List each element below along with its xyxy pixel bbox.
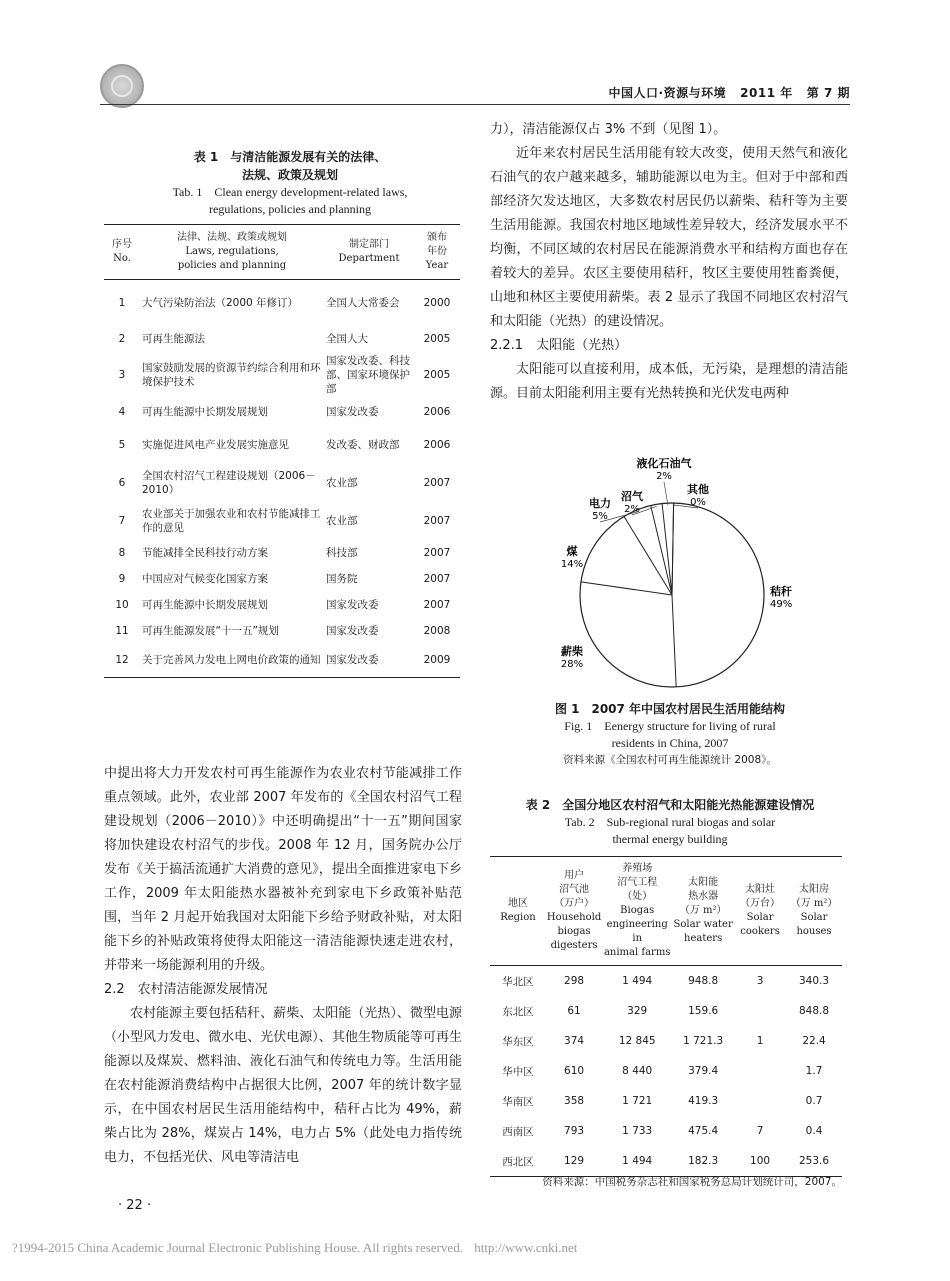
table1-header-name	[140, 225, 324, 280]
section-2-2-1-heading: 2.2.1 太阳能（光热）	[490, 338, 628, 353]
table1-cell-dept: 发改委、财政部	[326, 438, 400, 451]
table1-cell-dept: 国家发改委	[326, 654, 379, 667]
table1-header-year	[414, 225, 460, 280]
table1-cell-dept: 国家发改委	[326, 405, 379, 418]
table1-cell-name: 可再生能源中长期发展规划	[142, 598, 268, 611]
table1-cell-name: 可再生能源发展“十一五”规划	[142, 624, 279, 637]
table2-cell-farm-biogas: 1 494	[622, 1155, 653, 1167]
table1-cell-no: 10	[115, 598, 129, 611]
fig1-pie-chart	[520, 455, 830, 700]
copyright-line	[12, 1240, 585, 1256]
table2-header-line: engineering in	[606, 919, 668, 944]
table2-header-line: 地区	[507, 898, 528, 909]
table1-row	[104, 618, 460, 644]
table2-header-line: 沼气池	[559, 884, 590, 895]
table1-caption-en-2: regulations, policies and planning	[209, 202, 371, 216]
pie-value-label: 14%	[560, 559, 584, 570]
table2-caption-en-2: thermal energy building	[612, 832, 728, 846]
table1-cell-name: 可再生能源法	[142, 332, 205, 345]
table2-cell-household-biogas: 793	[564, 1125, 585, 1137]
table1-cell-year: 2006	[423, 405, 451, 418]
fig1-title-cn: 图 1 2007 年中国农村居民生活用能结构	[554, 702, 786, 716]
table2-cell-farm-biogas: 1 733	[622, 1125, 653, 1137]
table2-cell-household-biogas: 129	[564, 1155, 585, 1167]
journal-year: 2011 年	[740, 86, 793, 100]
table1-header-name-en-2: policies and planning	[177, 260, 287, 271]
table1-header-dept-cn: 制定部门	[349, 239, 389, 250]
table1-row	[104, 592, 460, 618]
pie-leader-line	[664, 482, 668, 505]
section-2-2-heading: 2.2 农村清洁能源发展情况	[104, 982, 268, 997]
table1-row	[104, 352, 460, 398]
table2-cell-solar-cookers	[734, 1056, 786, 1086]
table1	[104, 224, 460, 678]
table1-cell-year: 2007	[423, 546, 451, 559]
table2-header-farm-biogas	[602, 857, 672, 966]
table1-cell-year: 2009	[423, 654, 451, 667]
table1-cell-name: 可再生能源中长期发展规划	[142, 405, 268, 418]
table1-cell-year: 2000	[423, 296, 451, 309]
table1-cell-dept: 农业部	[326, 514, 358, 527]
right-paragraph-0: 力），清洁能源仅占 3% 不到（见图 1）。	[490, 122, 727, 137]
left-paragraph-2: 农村能源主要包括秸秆、薪柴、太阳能（光热）、微型电源（小型风力发电、微水电、光伏电源）、其他生物质能等可再生能源以及煤炭、燃料油、液化石油气和传统电力等。生活用能在农村能源消费结构中占据很大比例，2007 年的统计数字显示，在中国农村居民生活用能结构中，秸秆占比为 49%，薪柴占比为 28%，煤炭占 14%，电力占 5%（此处电力指传统电力，不包括光伏、风电等清洁电	[104, 1006, 462, 1165]
pie-value-label: 2%	[656, 471, 672, 482]
table2-header-line: （万 m²）	[679, 905, 727, 916]
table2-caption-cn: 表 2 全国分地区农村沼气和太阳能光热能源建设情况	[525, 798, 815, 812]
table1-cell-year: 2007	[423, 476, 451, 489]
table2-cell-solar-water-heaters: 475.4	[688, 1125, 719, 1137]
table2-cell-solar-cookers	[734, 1086, 786, 1116]
table2-cell-household-biogas: 61	[567, 1005, 581, 1017]
pie-label-2	[561, 544, 583, 570]
table2-cell-solar-water-heaters: 379.4	[688, 1065, 719, 1077]
table2-cell-region: 华南区	[502, 1095, 534, 1108]
table1-row	[104, 326, 460, 352]
table2-cell-region: 华东区	[502, 1035, 534, 1048]
table1-header-year-en: Year	[425, 260, 449, 271]
table1-cell-year: 2006	[423, 438, 451, 451]
table1-cell-no: 6	[118, 476, 126, 489]
table1-cell-no: 2	[118, 332, 126, 345]
table2-header-line: 太阳房	[799, 884, 830, 895]
table1-row	[104, 426, 460, 464]
table2-cell-solar-houses: 340.3	[798, 975, 830, 987]
table2-cell-household-biogas: 298	[564, 975, 585, 987]
table1-cell-no: 3	[118, 368, 126, 381]
table1-header-dept-en: Department	[338, 253, 400, 264]
table1-cell-year: 2007	[423, 598, 451, 611]
table1-cell-dept: 国务院	[326, 572, 358, 585]
table2-header-line: digesters	[550, 940, 598, 951]
table2-cell-solar-houses: 1.7	[805, 1065, 823, 1077]
left-paragraph-1: 中提出将大力开发农村可再生能源作为农业农村节能减排工作重点领域。此外，农业部 2007 年发布的《全国农村沼气工程建设规划（2006－2010）》中还明确提出“十一五”期间国家将加快建设农村沼气的步伐。2008 年 12 月，国务院办公厅发布《关于搞活流通扩大消费的意见》，提出全面推进家电下乡工作，2009 年太阳能热水器被补充到家电下乡政策补贴范围，当年 2 月起开始我国对太阳能下乡给予财政补贴，对太阳能下乡的补贴政策将使得太阳能这一清洁能源快速走进农村，并带来一场能源利用的升级。	[104, 766, 462, 973]
pie-slice-2	[581, 582, 672, 595]
pie-slice-4	[651, 506, 672, 595]
pie-value-label: 5%	[592, 511, 608, 522]
table1-cell-year: 2008	[423, 624, 451, 637]
pie-value-label: 28%	[560, 659, 584, 670]
table1-cell-name: 实施促进风电产业发展实施意见	[142, 438, 289, 451]
table1-cell-no: 12	[115, 654, 129, 667]
pie-category-label: 液化石油气	[636, 457, 692, 470]
table1-cell-name: 全国农村沼气工程建设规划（2006－2010）	[142, 469, 316, 496]
table2-header-line: Solar	[746, 912, 774, 923]
table1-cell-dept: 国家发改委	[326, 598, 379, 611]
table2-header-line: 热水器	[688, 891, 719, 902]
table1-cell-dept: 农业部	[326, 476, 358, 489]
table1-row	[104, 644, 460, 678]
journal-issue: 第 7 期	[806, 86, 850, 100]
table1-cell-year: 2007	[423, 514, 451, 527]
table2-header-line: 养殖场	[622, 863, 653, 874]
running-head	[609, 84, 850, 101]
table1-header-year-cn-1: 颁布	[427, 232, 447, 243]
table2-cell-solar-water-heaters: 182.3	[688, 1155, 719, 1167]
table2-header-line: Solar water	[673, 919, 733, 930]
table2-cell-region: 西北区	[502, 1155, 534, 1168]
table2-header-line: Region	[500, 912, 536, 923]
table1-cell-no: 11	[115, 624, 129, 637]
table1-caption	[110, 148, 470, 218]
table2-cell-household-biogas: 358	[564, 1095, 585, 1107]
right-column-text	[490, 118, 848, 406]
table1-cell-year: 2005	[423, 332, 451, 345]
table1-cell-name: 国家鼓励发展的资源节约综合利用和环境保护技术	[142, 361, 321, 388]
table2-cell-region: 东北区	[502, 1005, 534, 1018]
table1-header-no-en: No.	[113, 253, 131, 264]
table1-cell-name: 中国应对气候变化国家方案	[142, 572, 268, 585]
table2-header-line: biogas	[557, 926, 591, 937]
table2-cell-solar-cookers: 1	[756, 1035, 764, 1047]
table2-cell-farm-biogas: 1 494	[622, 975, 653, 987]
table1-cell-name: 节能减排全民科技行动方案	[142, 546, 268, 559]
table1-cell-dept: 国家发改委	[326, 624, 379, 637]
cnki-url[interactable]: http://www.cnki.net	[474, 1240, 578, 1255]
journal-name: 中国人口·资源与环境	[608, 86, 727, 100]
table2-cell-solar-cookers: 100	[750, 1155, 771, 1167]
table1-caption-en-1: Tab. 1 Clean energy development-related laws,	[172, 185, 408, 199]
table2-row	[490, 1086, 842, 1116]
fig1-caption	[490, 700, 850, 768]
table1-header-no	[104, 225, 140, 280]
table1-row	[104, 540, 460, 566]
table2	[490, 856, 842, 1177]
table1-header-year-cn-2: 年份	[427, 246, 447, 257]
table2-row	[490, 1116, 842, 1146]
table2-row	[490, 966, 842, 997]
pie-category-label: 电力	[589, 497, 611, 510]
table1-header-no-cn: 序号	[112, 239, 132, 250]
header-rule	[100, 104, 850, 105]
table2-cell-region: 华中区	[502, 1065, 534, 1078]
pie-slice-1	[672, 595, 676, 687]
table2-cell-farm-biogas: 12 845	[618, 1035, 656, 1047]
table2-header-line: 用户	[564, 870, 585, 881]
page-number: · 22 ·	[118, 1198, 152, 1213]
table2-cell-solar-water-heaters: 159.6	[688, 1005, 719, 1017]
fig1-title-en-2: residents in China, 2007	[611, 736, 729, 750]
table2-cell-solar-cookers: 7	[756, 1125, 764, 1137]
table2-header-line: Household	[546, 912, 602, 923]
table1-row	[104, 464, 460, 502]
table1-row	[104, 398, 460, 426]
pie-label-0	[770, 584, 792, 610]
table1-cell-dept: 国家发改委、科技部、国家环境保护部	[326, 354, 410, 395]
table2-header-line: houses	[796, 926, 832, 937]
table1-cell-no: 5	[118, 438, 126, 451]
table2-cell-farm-biogas: 329	[627, 1005, 648, 1017]
table1-cell-year: 2007	[423, 572, 451, 585]
table1-cell-dept: 科技部	[326, 546, 358, 559]
table2-header-line: cookers	[740, 926, 780, 937]
table2-cell-farm-biogas: 1 721	[622, 1095, 653, 1107]
table2-header-solar-houses	[786, 857, 842, 966]
table1-cell-no: 4	[118, 405, 126, 418]
right-paragraph-1: 近年来农村居民生活用能有较大改变，使用天然气和液化石油气的农户越来越多，辅助能源以电为主。但对于中部和西部经济欠发达地区，大多数农村居民仍以薪柴、秸秆等为主要生活用能源。我国农村地区地域性差异较大，经济发展水平不均衡，不同区域的农村居民在能源消费水平和结构方面也存在着较大的差异。农区主要使用秸秆，牧区主要使用牲畜粪便，山地和林区主要使用薪柴。表 2 显示了我国不同地区农村沼气和太阳能（光热）的建设情况。	[490, 146, 848, 329]
pie-category-label: 沼气	[621, 490, 643, 503]
table2-header-solar-cookers	[734, 857, 786, 966]
table2-header-row	[490, 857, 842, 966]
table2-header-line: 太阳能	[688, 877, 719, 888]
pie-label-4	[621, 489, 657, 515]
table1-cell-no: 9	[118, 572, 126, 585]
copyright-text: ?1994-2015 China Academic Journal Electronic Publishing House. All rights reserved.	[12, 1240, 463, 1255]
table1-row	[104, 280, 460, 326]
table1-header-name-en-1: Laws, regulations,	[185, 246, 279, 257]
table2-header-line: （万 m²）	[790, 898, 838, 909]
table1-cell-no: 7	[118, 514, 126, 527]
pie-category-label: 煤	[566, 545, 578, 558]
table1-header-dept	[324, 225, 414, 280]
table2-header-line: （万台）	[740, 898, 781, 909]
table1-cell-no: 1	[118, 296, 126, 309]
table2-cell-solar-houses: 848.8	[798, 1005, 830, 1017]
table1-cell-name: 农业部关于加强农业和农村节能减排工作的意见	[142, 507, 321, 534]
table1-cell-no: 8	[118, 546, 126, 559]
table2-cell-solar-houses: 253.6	[798, 1155, 830, 1167]
table2-header-line: 沼气工程	[617, 877, 658, 888]
table2-cell-region: 西南区	[502, 1125, 534, 1138]
pie-label-1	[561, 644, 583, 670]
table2-header-line: Solar	[800, 912, 828, 923]
left-column-text	[104, 762, 462, 1170]
table2-header-line: Biogas	[620, 905, 655, 916]
table2-header-line: （处）	[622, 891, 653, 902]
table2-cell-solar-water-heaters: 1 721.3	[683, 1035, 724, 1047]
table2-row	[490, 1056, 842, 1086]
table2-row	[490, 1146, 842, 1177]
journal-logo	[100, 64, 144, 108]
table1-caption-cn-2: 法规、政策及规划	[241, 168, 338, 182]
table1-row	[104, 502, 460, 540]
table2-cell-solar-cookers	[734, 996, 786, 1026]
table2-cell-household-biogas: 374	[564, 1035, 585, 1047]
table1-cell-dept: 全国人大	[326, 332, 368, 345]
right-paragraph-2: 太阳能可以直接利用，成本低，无污染，是理想的清洁能源。目前太阳能利用主要有光热转换和光伏发电两种	[490, 362, 848, 401]
table2-source: 资料来源：中国税务杂志社和国家税务总局计划统计司，2007。	[542, 1176, 842, 1188]
table1-row	[104, 566, 460, 592]
pie-category-label: 其他	[687, 483, 709, 496]
pie-category-label: 秸秆	[770, 585, 792, 598]
table2-cell-solar-houses: 0.7	[805, 1095, 823, 1107]
table1-cell-name: 大气污染防治法（2000 年修订）	[142, 296, 299, 309]
pie-label-5	[637, 456, 693, 505]
table2-cell-household-biogas: 610	[564, 1065, 585, 1077]
table2-caption-en-1: Tab. 2 Sub-regional rural biogas and solar	[564, 815, 776, 829]
fig1-source: 资料来源《全国农村可再生能源统计 2008》。	[563, 754, 777, 766]
pie-value-label: 0%	[690, 497, 706, 508]
table2-cell-solar-cookers: 3	[756, 975, 764, 987]
table2-header-line: （万户）	[554, 898, 595, 909]
table2-cell-solar-houses: 22.4	[802, 1035, 826, 1047]
table1-cell-name: 关于完善风力发电上网电价政策的通知	[142, 654, 321, 667]
fig1-title-en-1: Fig. 1 Eenergy structure for living of rural	[564, 719, 776, 733]
table2-cell-solar-water-heaters: 419.3	[688, 1095, 719, 1107]
table2-cell-solar-houses: 0.4	[805, 1125, 823, 1137]
table2-cell-solar-water-heaters: 948.8	[688, 975, 719, 987]
table2-header-region	[490, 857, 546, 966]
table2-header-line: 太阳灶	[745, 884, 776, 895]
table1-cell-year: 2005	[423, 368, 451, 381]
pie-value-label: 49%	[770, 599, 793, 610]
table2-header-line: heaters	[684, 933, 723, 944]
table2-header-line: animal farms	[603, 947, 671, 958]
pie-slice-0	[672, 503, 674, 595]
table1-header-name-cn: 法律、法规、政策或规划	[177, 232, 287, 243]
pie-value-label: 2%	[624, 504, 640, 515]
table1-header-row	[104, 225, 460, 280]
pie-label-6	[674, 482, 709, 508]
table2-header-solar-water-heaters	[672, 857, 734, 966]
table2-cell-region: 华北区	[502, 975, 534, 988]
pie-category-label: 薪柴	[561, 645, 583, 658]
table2-row	[490, 1026, 842, 1056]
table1-cell-dept: 全国人大常委会	[326, 296, 400, 309]
table2-caption	[490, 796, 850, 848]
table1-caption-cn-1: 表 1 与清洁能源发展有关的法律、	[193, 150, 387, 164]
table2-row	[490, 996, 842, 1026]
table2-cell-farm-biogas: 8 440	[622, 1065, 653, 1077]
table2-header-household-biogas	[546, 857, 602, 966]
